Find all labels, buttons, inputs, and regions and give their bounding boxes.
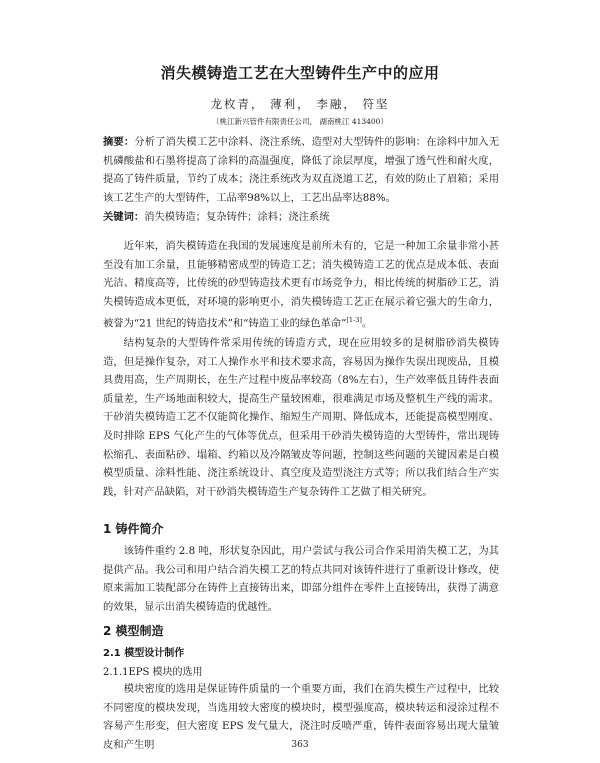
keywords: [103, 208, 499, 227]
intro-paragraph-1: [103, 237, 499, 333]
abstract: [103, 133, 499, 207]
intro-paragraph-1-text: 近年来，消失模铸造在我国的发展速度是前所未有的，它是一种加工余量非常小甚至没有加工余量，且能够精密成型的铸造工艺；消失模铸造工艺的优点是成本低、表面光洁、精度高等，比传统的砂型铸造技术更有市场竞争力，相比传统的树脂砂工艺，消失模铸造成本更低，对环境的影响更小，消失模铸造工艺正在展示着它强大的生命力，被誉为“21 世纪的铸造技术”和“铸造工业的绿色革命”: [103, 240, 499, 330]
section-2-heading: 2 模型制造: [103, 624, 164, 638]
author-list: 龙枚青， 薄利， 李融， 符坚: [210, 97, 390, 111]
keywords-label: 关键词：: [103, 211, 145, 223]
page-number: 363: [291, 740, 309, 750]
abstract-text: 分析了消失模工艺中涂料、浇注系统、造型对大型铸件的影响：在涂料中加入无机磷酸盐和石墨将提高了涂料的高温强度，降低了涂层厚度，增强了透气性和耐火度，提高了铸件质量，节约了成本；浇注系统改为双直浇道工艺，有效的防止了眉箱；采用该工艺生产的大型铸件，工品率98%以上，工艺出品率达88%。: [103, 136, 500, 204]
intro-paragraph-2: 结构复杂的大型铸件常采用传统的铸造方式，现在应用较多的是树脂砂消失模铸造，但是操作复杂，对工人操作水平和技术要求高，容易因为操作失误出现废品，且模具费用高，生产周期长，在生产过程中废品率较高（8%左右），生产效率低且铸件表面质量差，生产场地面积较大，提高生产量较困难，很难满足市场及整机生产线的需求。干砂消失模铸造工艺不仅能简化操作、缩短生产周期、降低成本，还能提高模型刚度、及时排除 EPS 气化产生的气体等优点，但采用干砂消失模铸造的大型铸件，常出现铸松缩孔、表面粘砂、塌箱、约箱以及冷隔皱皮等问题，控制这些问题的关键因素是白模模型质量、涂料性能、浇注系统设计、真空度及造型浇注方式等；所以我们结合生产实践，针对产品缺陷，对干砂消失模铸造生产复杂铸件工艺做了相关研究。: [103, 337, 499, 498]
section-2-paragraph: 模块密度的选用是保证铸件质量的一个重要方面，我们在消失模生产过程中，比较不同密度的模块发现，当选用较大密度的模块时，模型强度高，模块转运和浸涂过程不容易产生形变，但大密度 EPS 发气量大，浇注时反喷严重，铸件表面容易出现大量皱皮和产生明: [103, 683, 499, 751]
section-1-heading: 1 铸件简介: [103, 522, 164, 536]
abstract-label: 摘要：: [103, 136, 135, 148]
page-title: 消失模铸造工艺在大型铸件生产中的应用: [160, 64, 440, 82]
section-1-paragraph: 该铸件重约 2.8 吨，形状复杂因此，用户尝试与我公司合作采用消失模工艺，为其提供产品。我公司和用户结合消失模工艺的特点共同对该铸件进行了重新设计修改，使原来需加工装配部分在铸件上直接铸出来，即部分组件在零件上直接铸出，获得了满意的效果，显示出消失模铸造的优越性。: [103, 545, 499, 613]
intro-paragraph-1-end: 。: [361, 317, 373, 330]
affiliation: （桃江新兴管件有限责任公司， 湖南桃江 413400）: [212, 117, 388, 126]
citation-ref: [1-3]: [346, 316, 362, 325]
keywords-text: 消失模铸造；复杂铸件；涂料；浇注系统: [144, 211, 330, 223]
section-2-1-1-heading: 2.1.1EPS 模块的选用: [103, 667, 203, 678]
section-2-1-heading: 2.1 模型设计制作: [103, 648, 185, 659]
